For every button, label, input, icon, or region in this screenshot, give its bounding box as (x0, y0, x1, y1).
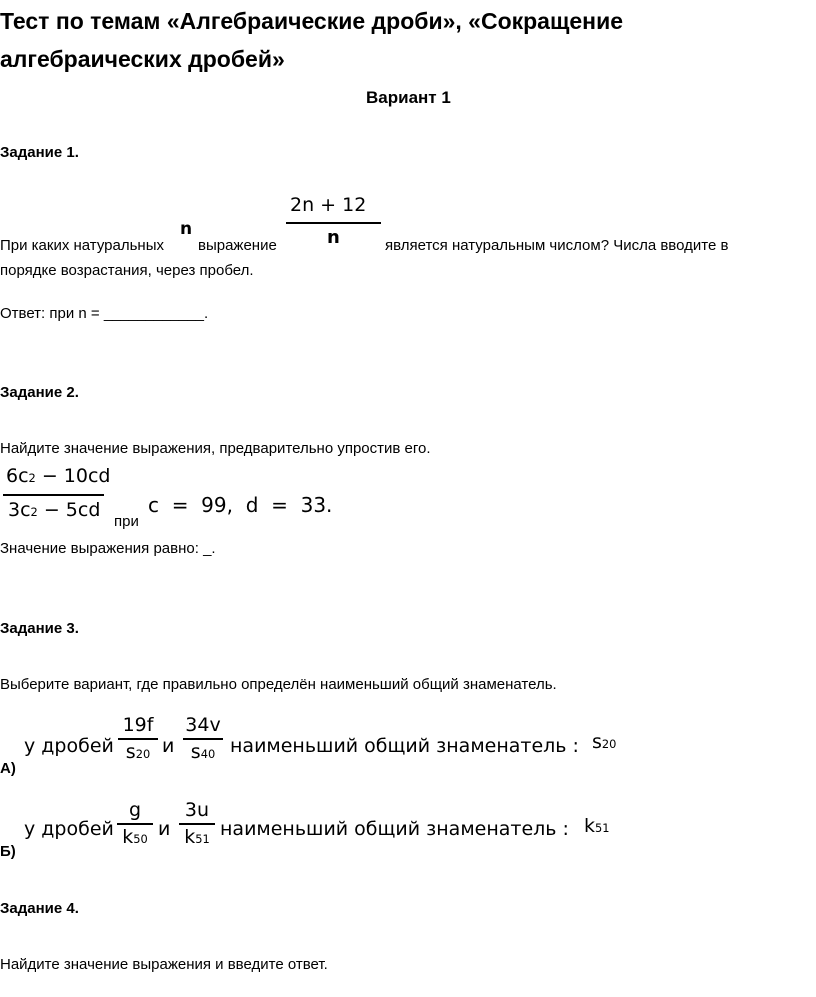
option-a-fraction-2 (183, 715, 223, 763)
option-a-fraction-2-bar (183, 738, 223, 740)
task2-fraction-bar (3, 494, 104, 496)
task4-prompt: Найдите значение выражения и введите ответ. (0, 956, 328, 973)
option-b-fraction-1-numerator: g (128, 799, 142, 821)
option-a-label[interactable]: А) (0, 760, 16, 777)
task2-fraction-denominator: $3c^2 - 5cd$ (8, 499, 101, 521)
task1-question-part2: выражение (198, 237, 277, 254)
task1-question-part1: При каких натуральных (0, 237, 164, 254)
option-b-fraction-2 (179, 800, 215, 848)
task1-fraction-numerator: 2n + 12 (290, 194, 367, 216)
option-b-fraction-2-bar (179, 823, 215, 825)
document-title-line-1: Тест по темам «Алгебраические дроби», «Сокращение (0, 8, 623, 34)
option-b-label[interactable]: Б) (0, 843, 16, 860)
option-a-conjunction: и (162, 735, 175, 757)
task1-question-part3: является натуральным числом? Числа вводите в (385, 237, 729, 254)
option-b-fraction-1-bar (117, 823, 153, 825)
option-a-fraction-1-numerator: 19f (122, 714, 154, 736)
option-a-fraction-2-numerator: 34v (185, 714, 221, 736)
option-a-fraction-1 (118, 715, 158, 763)
variant-label: Вариант 1 (366, 88, 451, 107)
task1-answer-field[interactable]: Ответ: при n = ____________. (0, 305, 209, 322)
option-a-tail-text: наименьший общий знаменатель : (230, 735, 579, 757)
option-a-result: $s^{20}$ (592, 731, 617, 753)
task2-condition: c = 99, d = 33. (148, 493, 333, 517)
option-a-lead-text: у дробей (24, 735, 114, 757)
task1-heading: Задание 1. (0, 144, 79, 161)
option-b-fraction-2-denominator: $k^{51}$ (184, 825, 210, 848)
task3-heading: Задание 3. (0, 620, 79, 637)
option-b-lead-text: у дробей (24, 818, 114, 840)
option-a-fraction-1-bar (118, 738, 158, 740)
task1-variable-n: n (180, 219, 193, 239)
option-b-result: $k^{51}$ (584, 815, 610, 837)
option-b-fraction-2-numerator: 3u (184, 799, 210, 821)
task2-answer-field[interactable]: Значение выражения равно: _. (0, 540, 216, 557)
task1-fraction-bar (286, 222, 381, 224)
option-b-fraction-1-denominator: $k^{50}$ (122, 825, 148, 848)
option-b-conjunction: и (158, 818, 171, 840)
document-title-line-2: алгебраических дробей» (0, 46, 285, 72)
task2-at-word: при (114, 513, 139, 530)
task2-fraction-numerator: $6c^2 - 10cd$ (6, 465, 111, 487)
task2-prompt: Найдите значение выражения, предварительно упростив его. (0, 440, 431, 457)
option-b-fraction-1 (117, 800, 153, 848)
task4-heading: Задание 4. (0, 900, 79, 917)
task1-fraction-denominator: n (327, 227, 340, 248)
task1-question-line2: порядке возрастания, через пробел. (0, 262, 254, 279)
task3-prompt: Выберите вариант, где правильно определён наименьший общий знаменатель. (0, 676, 557, 693)
option-a-fraction-1-denominator: $s^{20}$ (125, 740, 151, 763)
task2-heading: Задание 2. (0, 384, 79, 401)
option-b-tail-text: наименьший общий знаменатель : (220, 818, 569, 840)
option-a-fraction-2-denominator: $s^{40}$ (190, 740, 216, 763)
